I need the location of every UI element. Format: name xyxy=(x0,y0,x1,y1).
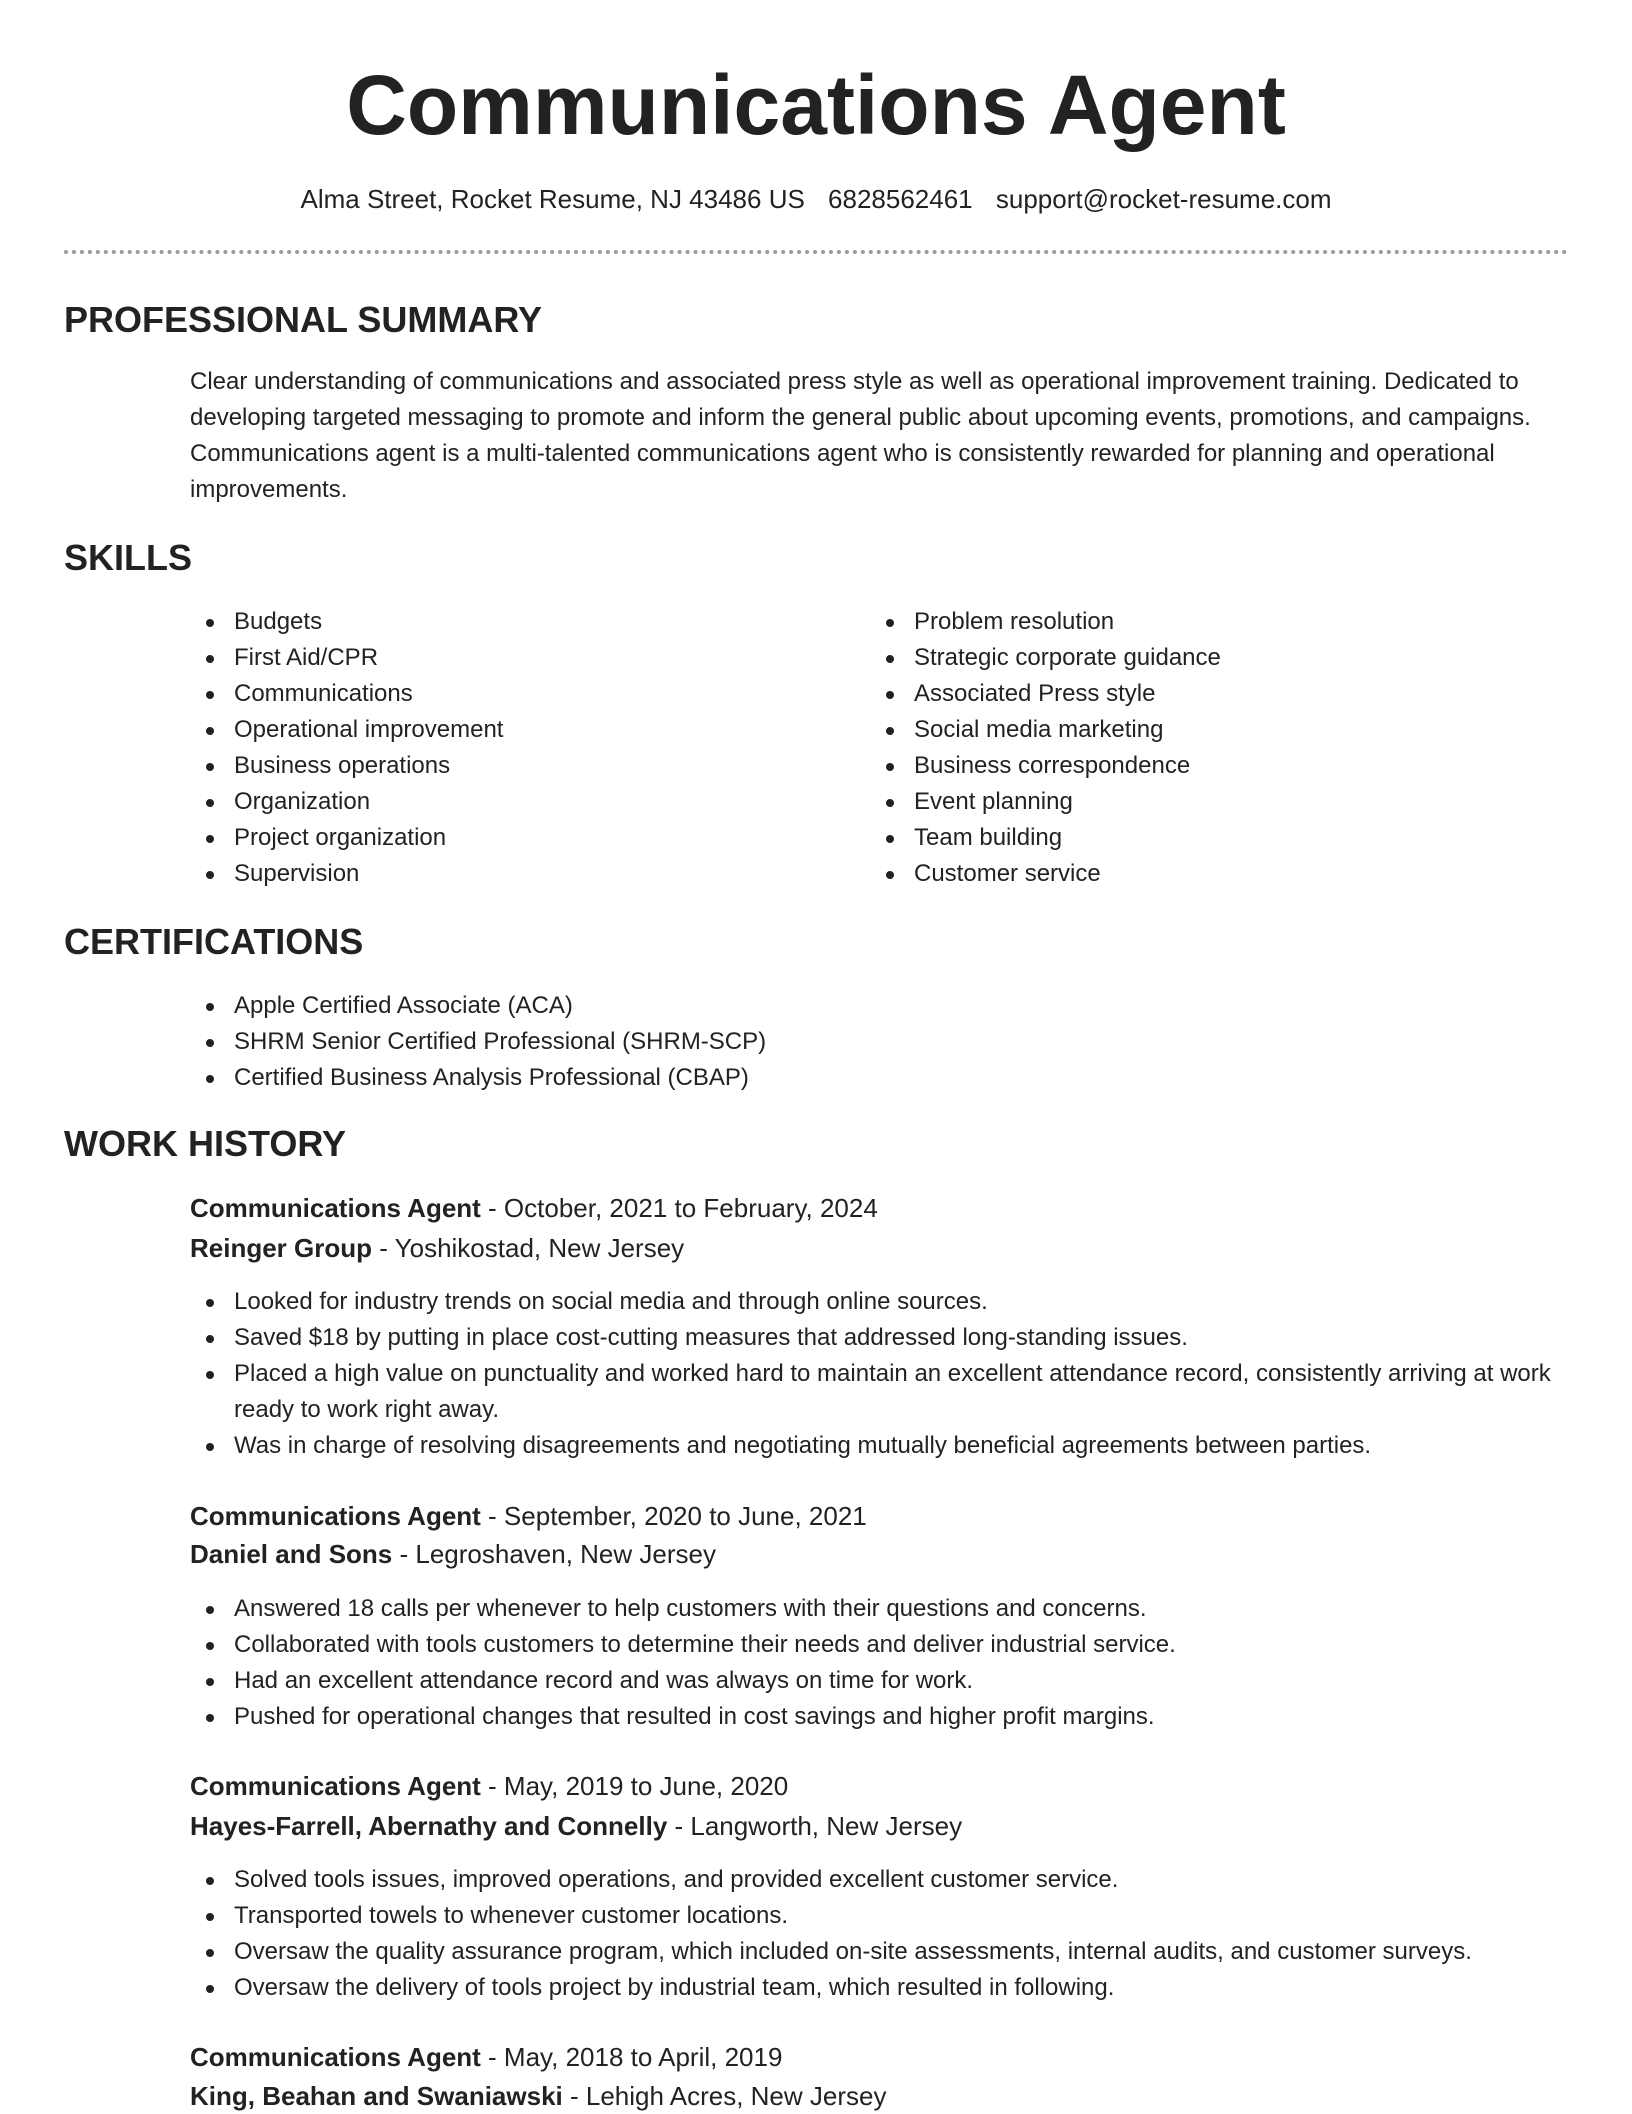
job-company-line xyxy=(190,1536,1570,1572)
phone-text: 6828562461 xyxy=(828,184,973,214)
skill-item: Associated Press style xyxy=(870,676,1570,712)
work-history-heading: WORK HISTORY xyxy=(64,1123,347,1164)
job-title-line xyxy=(190,1190,1570,1226)
job-company: King, Beahan and Swaniawski xyxy=(190,2081,563,2111)
contact-line xyxy=(0,180,1632,218)
job-bullet: Oversaw the delivery of tools project by industrial team, which resulted in following. xyxy=(190,1970,1570,2006)
skill-item: Team building xyxy=(870,820,1570,856)
job-bullet: Saved $18 by putting in place cost-cutting measures that addressed long-standing issues. xyxy=(190,1320,1570,1356)
job-bullet: Solved tools issues, improved operations, and provided excellent customer service. xyxy=(190,1862,1570,1898)
skill-item: Supervision xyxy=(190,856,810,892)
job-bullet-list xyxy=(190,1591,1570,1735)
job-bullet: Answered 18 calls per whenever to help customers with their questions and concerns. xyxy=(190,1591,1570,1627)
skill-item: Event planning xyxy=(870,784,1570,820)
job-location: - Yoshikostad, New Jersey xyxy=(372,1233,685,1263)
certification-item: SHRM Senior Certified Professional (SHRM-SCP) xyxy=(190,1024,1490,1060)
job-location: - Lehigh Acres, New Jersey xyxy=(562,2081,887,2111)
job-dates: - May, 2018 to April, 2019 xyxy=(480,2042,783,2072)
skills-list-right xyxy=(870,604,1570,892)
job-role: Communications Agent xyxy=(190,1771,481,1801)
certification-item: Apple Certified Associate (ACA) xyxy=(190,988,1490,1024)
job-bullet: Looked for industry trends on social media and through online sources. xyxy=(190,1284,1570,1320)
skill-item: Organization xyxy=(190,784,810,820)
skill-item: First Aid/CPR xyxy=(190,640,810,676)
job-company-line xyxy=(190,2078,1570,2114)
summary-heading: PROFESSIONAL SUMMARY xyxy=(64,299,543,340)
certifications-heading: CERTIFICATIONS xyxy=(64,921,364,962)
header-divider xyxy=(64,250,1568,254)
skill-item: Business operations xyxy=(190,748,810,784)
job-title-line xyxy=(190,1498,1570,1534)
skill-item: Business correspondence xyxy=(870,748,1570,784)
job-role: Communications Agent xyxy=(190,1193,481,1223)
job-bullet: Collaborated with tools customers to determine their needs and deliver industrial service. xyxy=(190,1627,1570,1663)
candidate-name: Communications Agent xyxy=(346,58,1286,152)
job-bullet: Pushed for operational changes that resulted in cost savings and higher profit margins. xyxy=(190,1699,1570,1735)
job-bullet: Was in charge of resolving disagreements and negotiating mutually beneficial agreements between parties. xyxy=(190,1428,1570,1464)
skill-item: Problem resolution xyxy=(870,604,1570,640)
job-bullet-list xyxy=(190,1862,1570,2006)
job-location: - Legroshaven, New Jersey xyxy=(392,1539,716,1569)
certification-item: Certified Business Analysis Professional (CBAP) xyxy=(190,1060,1490,1096)
job-role: Communications Agent xyxy=(190,1501,481,1531)
summary-text: Clear understanding of communications and associated press style as well as operational improvement training. Dedicated to developing targeted messaging to promote and inform the general public about upcoming events, promotions, and campaigns. Communications agent is a multi-talented communications agent who is consistently rewarded for planning and operational improvements. xyxy=(190,368,1531,503)
job-location: - Langworth, New Jersey xyxy=(667,1811,963,1841)
job-bullet: Transported towels to whenever customer locations. xyxy=(190,1898,1570,1934)
job-bullet: Placed a high value on punctuality and worked hard to maintain an excellent attendance record, consistently arriving at work ready to work right away. xyxy=(190,1356,1570,1428)
skill-item: Social media marketing xyxy=(870,712,1570,748)
certifications-list xyxy=(190,988,1490,1096)
job-title-line xyxy=(190,1768,1570,1804)
skill-item: Budgets xyxy=(190,604,810,640)
job-bullet: Had an excellent attendance record and was always on time for work. xyxy=(190,1663,1570,1699)
job-dates: - May, 2019 to June, 2020 xyxy=(480,1771,789,1801)
skill-item: Operational improvement xyxy=(190,712,810,748)
skill-item: Customer service xyxy=(870,856,1570,892)
job-bullet-list xyxy=(190,1284,1570,1464)
skill-item: Project organization xyxy=(190,820,810,856)
email-text: support@rocket-resume.com xyxy=(995,184,1332,214)
job-dates: - October, 2021 to February, 2024 xyxy=(480,1193,878,1223)
job-title-line xyxy=(190,2039,1570,2075)
job-role: Communications Agent xyxy=(190,2042,481,2072)
job-company: Reinger Group xyxy=(190,1233,373,1263)
skill-item: Strategic corporate guidance xyxy=(870,640,1570,676)
address-text: Alma Street, Rocket Resume, NJ 43486 US xyxy=(300,184,805,214)
skills-heading: SKILLS xyxy=(64,537,193,578)
job-company: Hayes-Farrell, Abernathy and Connelly xyxy=(190,1811,668,1841)
job-company-line xyxy=(190,1808,1570,1844)
job-company-line xyxy=(190,1230,1570,1266)
skill-item: Communications xyxy=(190,676,810,712)
skills-list-left xyxy=(190,604,810,892)
job-bullet: Oversaw the quality assurance program, which included on-site assessments, internal audits, and customer surveys. xyxy=(190,1934,1570,1970)
job-company: Daniel and Sons xyxy=(190,1539,393,1569)
job-dates: - September, 2020 to June, 2021 xyxy=(480,1501,867,1531)
